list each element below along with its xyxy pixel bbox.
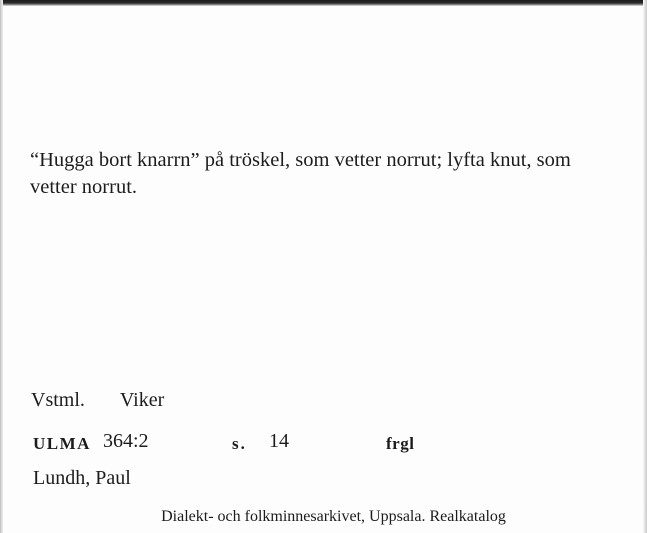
place-row: [31, 389, 164, 412]
page-number: 14: [269, 430, 289, 452]
village-label: Viker: [119, 389, 165, 411]
collector-name: Lundh, Paul: [33, 467, 131, 489]
card-top-edge: [0, 0, 647, 6]
card-body-text: “Hugga bort knarrn” på tröskel, som vetter norrut; lyfta knut, som vetter norrut.: [30, 149, 571, 198]
archive-number: 364:2: [103, 430, 149, 452]
area-label: Vstml.: [31, 389, 85, 411]
archive-code: ULMA: [33, 434, 91, 453]
card-right-edge: [643, 0, 647, 533]
archive-footer: Dialekt- och folkminnesarkivet, Uppsala. Realkatalog: [161, 508, 506, 525]
page-label: s.: [232, 434, 247, 453]
subject-code: frgl: [386, 434, 415, 453]
card-left-edge: [0, 0, 3, 533]
